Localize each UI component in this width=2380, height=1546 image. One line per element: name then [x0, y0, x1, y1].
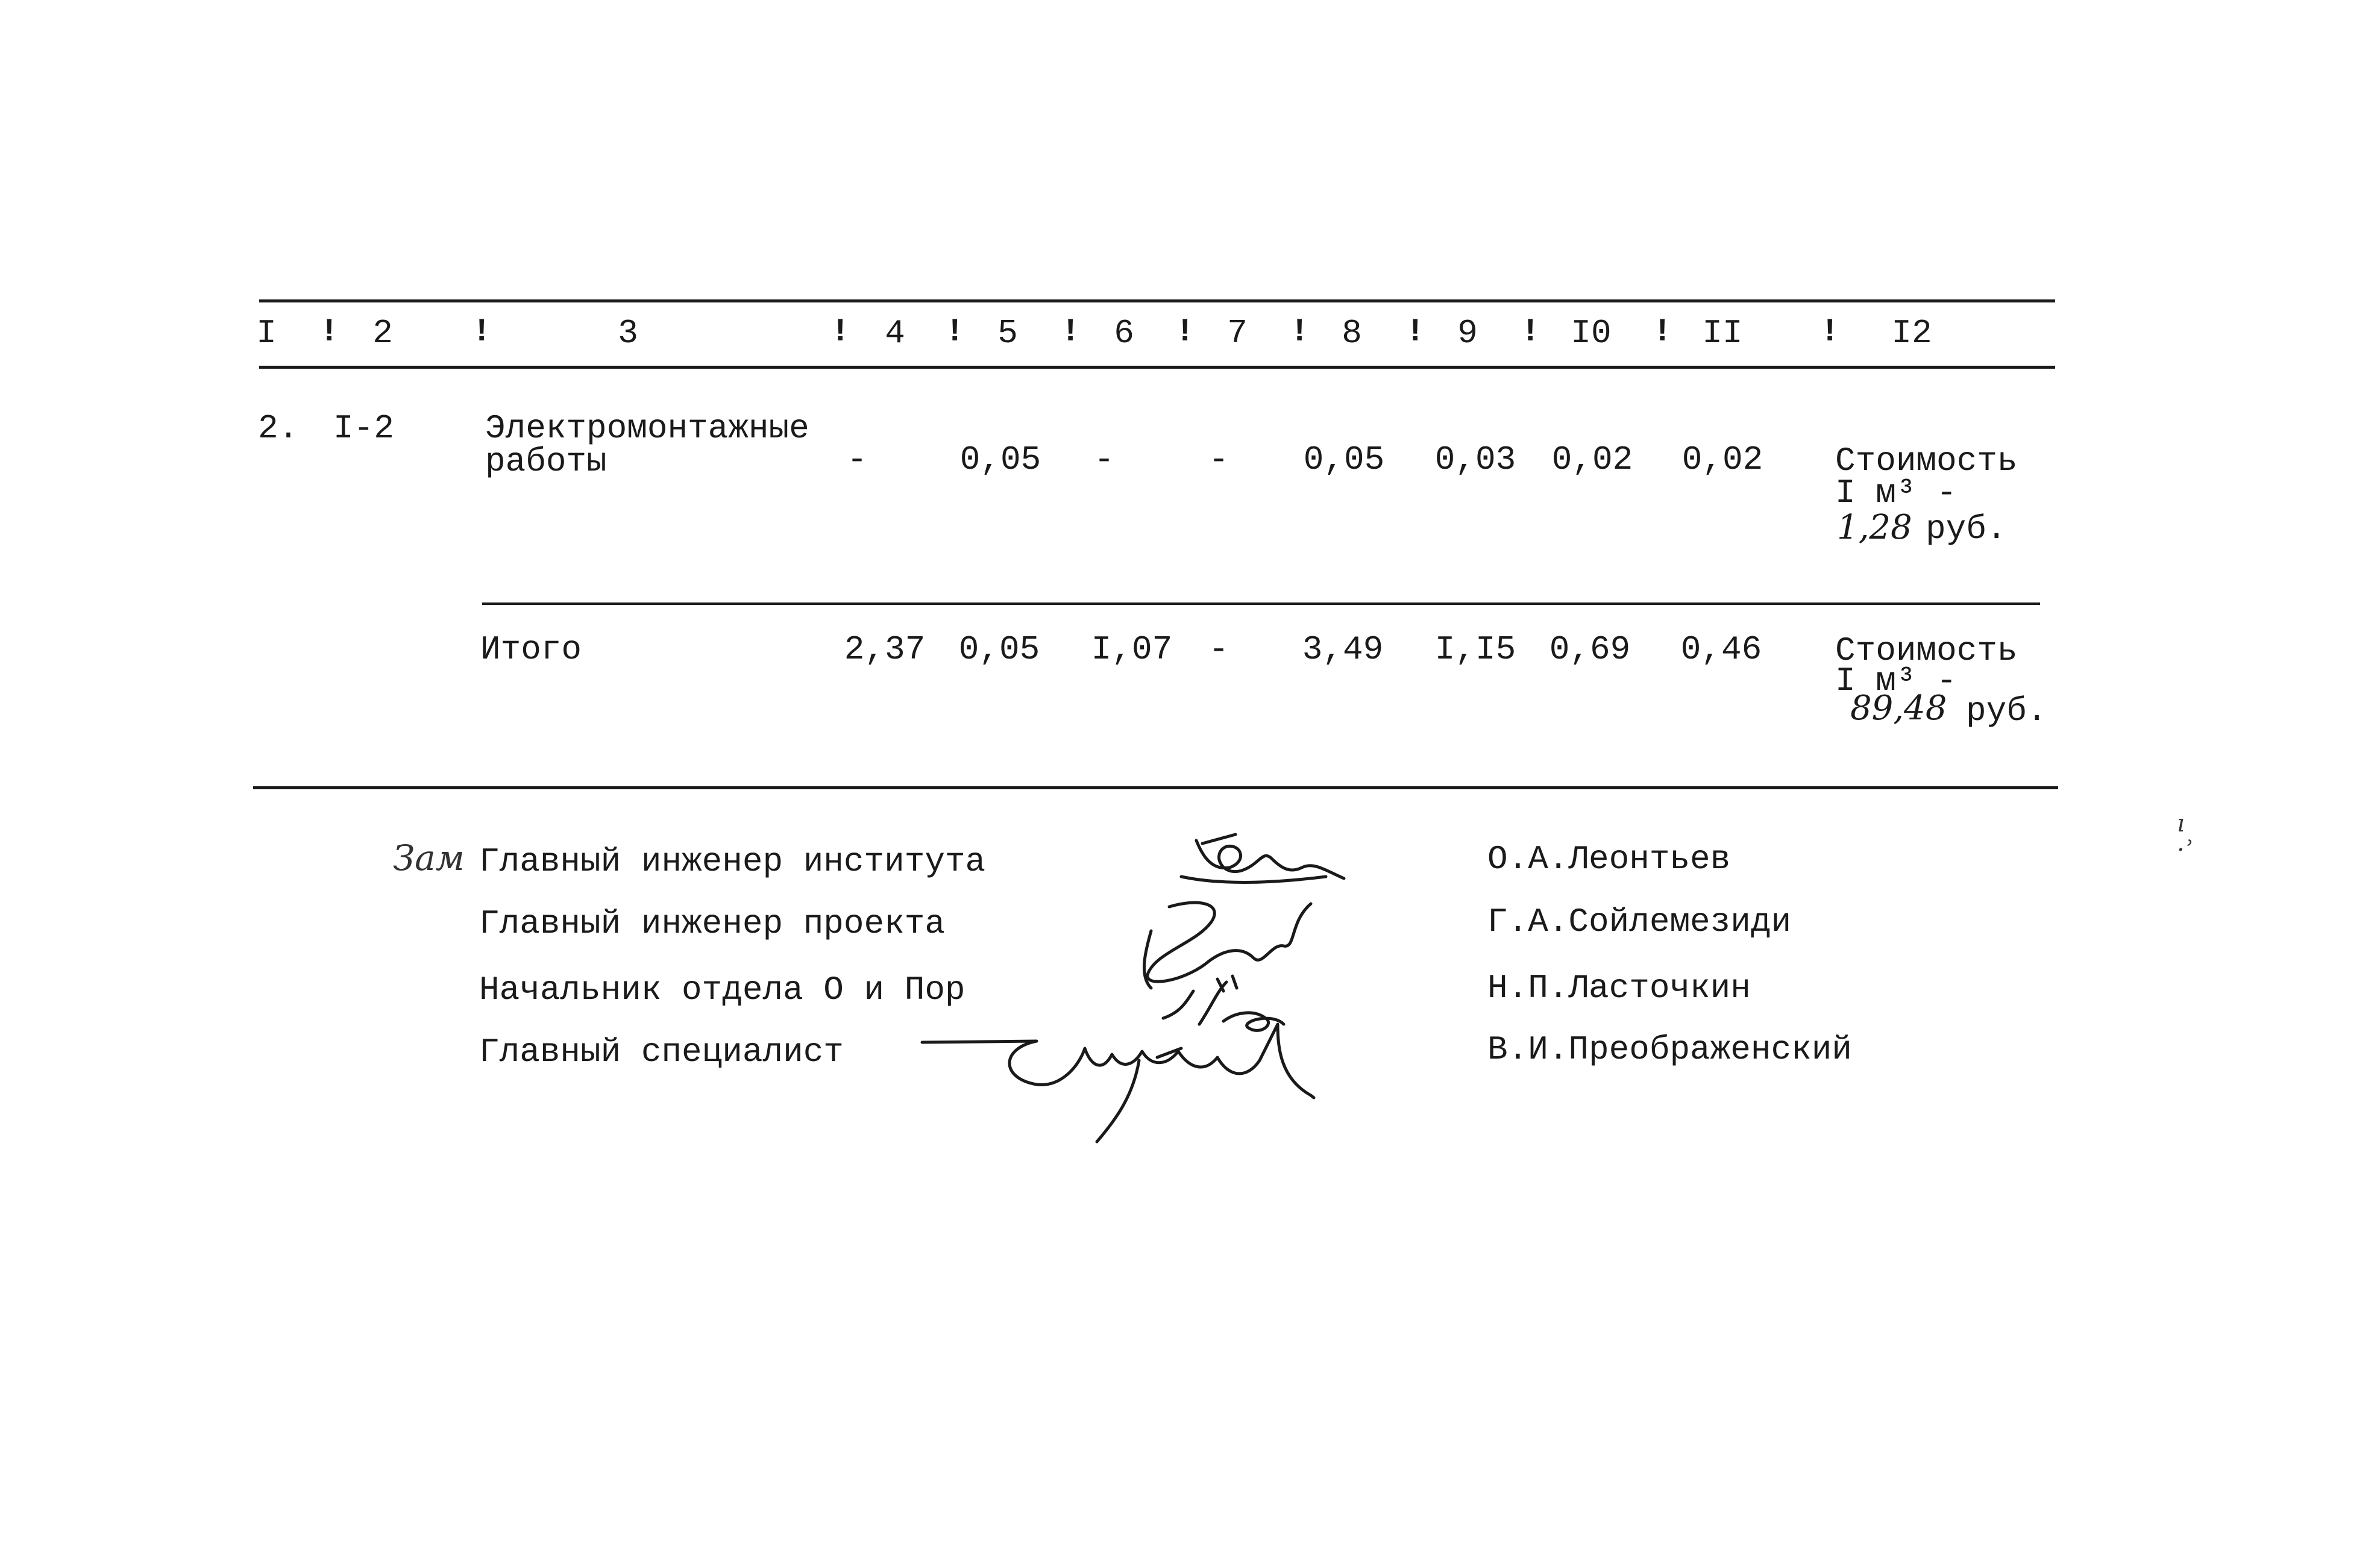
- signatory-name: Г.А.Сойлемезиди: [1487, 903, 1792, 941]
- header-separator: !: [830, 314, 850, 351]
- signatory-name: О.А.Леонтьев: [1487, 840, 1731, 878]
- total-col-4: 2,37: [844, 630, 926, 669]
- cell-col-9: 0,03: [1434, 440, 1516, 479]
- signatory-title: Главный инженер проекта: [479, 904, 945, 943]
- header-col-6: 6: [1114, 314, 1134, 352]
- cost-note-value: 1,28: [1837, 508, 1912, 547]
- total-cost-note-currency: руб.: [1966, 692, 2047, 730]
- header-col-1: I: [256, 314, 277, 352]
- header-col-3: 3: [618, 314, 638, 352]
- cell-col-11: 0,02: [1681, 440, 1763, 479]
- signatory-title: Главный инженер института: [479, 842, 986, 881]
- total-cost-note-unit: I м³ -: [1835, 662, 1957, 700]
- header-col-7: 7: [1227, 314, 1248, 352]
- header-separator: !: [472, 314, 492, 351]
- header-separator: !: [319, 314, 339, 351]
- total-col-7: -: [1208, 630, 1229, 669]
- signatory-name: В.И.Преображенский: [1487, 1030, 1852, 1069]
- cost-note: Стоимость: [1835, 442, 2018, 480]
- header-col-8: 8: [1342, 314, 1362, 352]
- cell-col-4: -: [847, 440, 867, 479]
- total-cost-note: Стоимость: [1835, 631, 2018, 670]
- margin-mark: ı ·ʾ: [2177, 810, 2192, 864]
- header-col-2: 2: [372, 314, 393, 352]
- signatory-name: Н.П.Ласточкин: [1487, 969, 1751, 1007]
- cell-col-5: 0,05: [959, 440, 1041, 479]
- row-number: 2.: [258, 409, 299, 448]
- cell-col-8: 0,05: [1303, 440, 1385, 479]
- header-separator: !: [1521, 314, 1540, 351]
- row-name-continued: работы: [485, 442, 607, 481]
- row-name: Электромонтажные: [485, 409, 809, 448]
- header-separator: !: [1290, 314, 1310, 351]
- total-col-10: 0,69: [1549, 630, 1631, 669]
- header-separator: !: [1175, 314, 1195, 351]
- total-cost-note-value: 89,48: [1850, 689, 1947, 728]
- signature-1: [1181, 834, 1344, 882]
- signatory-title: Начальник отдела О и Пор: [479, 971, 966, 1009]
- header-separator: !: [1653, 314, 1672, 351]
- header-separator: !: [1405, 314, 1425, 351]
- header-col-9: 9: [1457, 314, 1478, 352]
- cost-note-currency: руб.: [1926, 510, 2007, 548]
- total-col-8: 3,49: [1302, 630, 1384, 669]
- cell-col-6: -: [1094, 440, 1114, 479]
- cost-note-unit: I м³ -: [1835, 474, 1957, 512]
- header-separator: !: [1061, 314, 1081, 351]
- total-col-9: I,I5: [1434, 630, 1516, 669]
- header-separator: !: [945, 314, 965, 351]
- header-col-4: 4: [885, 314, 905, 352]
- cell-col-10: 0,02: [1551, 440, 1633, 479]
- header-col-10: I0: [1571, 314, 1612, 352]
- signature-2: [1144, 903, 1311, 991]
- total-label: Итого: [480, 630, 582, 669]
- row-code: I-2: [333, 409, 394, 448]
- total-col-11: 0,46: [1680, 630, 1762, 669]
- total-col-6: I,07: [1091, 630, 1173, 669]
- cell-col-7: -: [1208, 440, 1229, 479]
- signatory-title: Главный специалист: [479, 1033, 844, 1071]
- deputy-prefix: Зам: [393, 837, 465, 878]
- total-col-5: 0,05: [958, 630, 1040, 669]
- header-col-12: I2: [1891, 314, 1932, 352]
- header-col-5: 5: [997, 314, 1018, 352]
- header-separator: !: [1820, 314, 1840, 351]
- header-col-11: II: [1702, 314, 1743, 352]
- signature-4: [922, 1024, 1314, 1142]
